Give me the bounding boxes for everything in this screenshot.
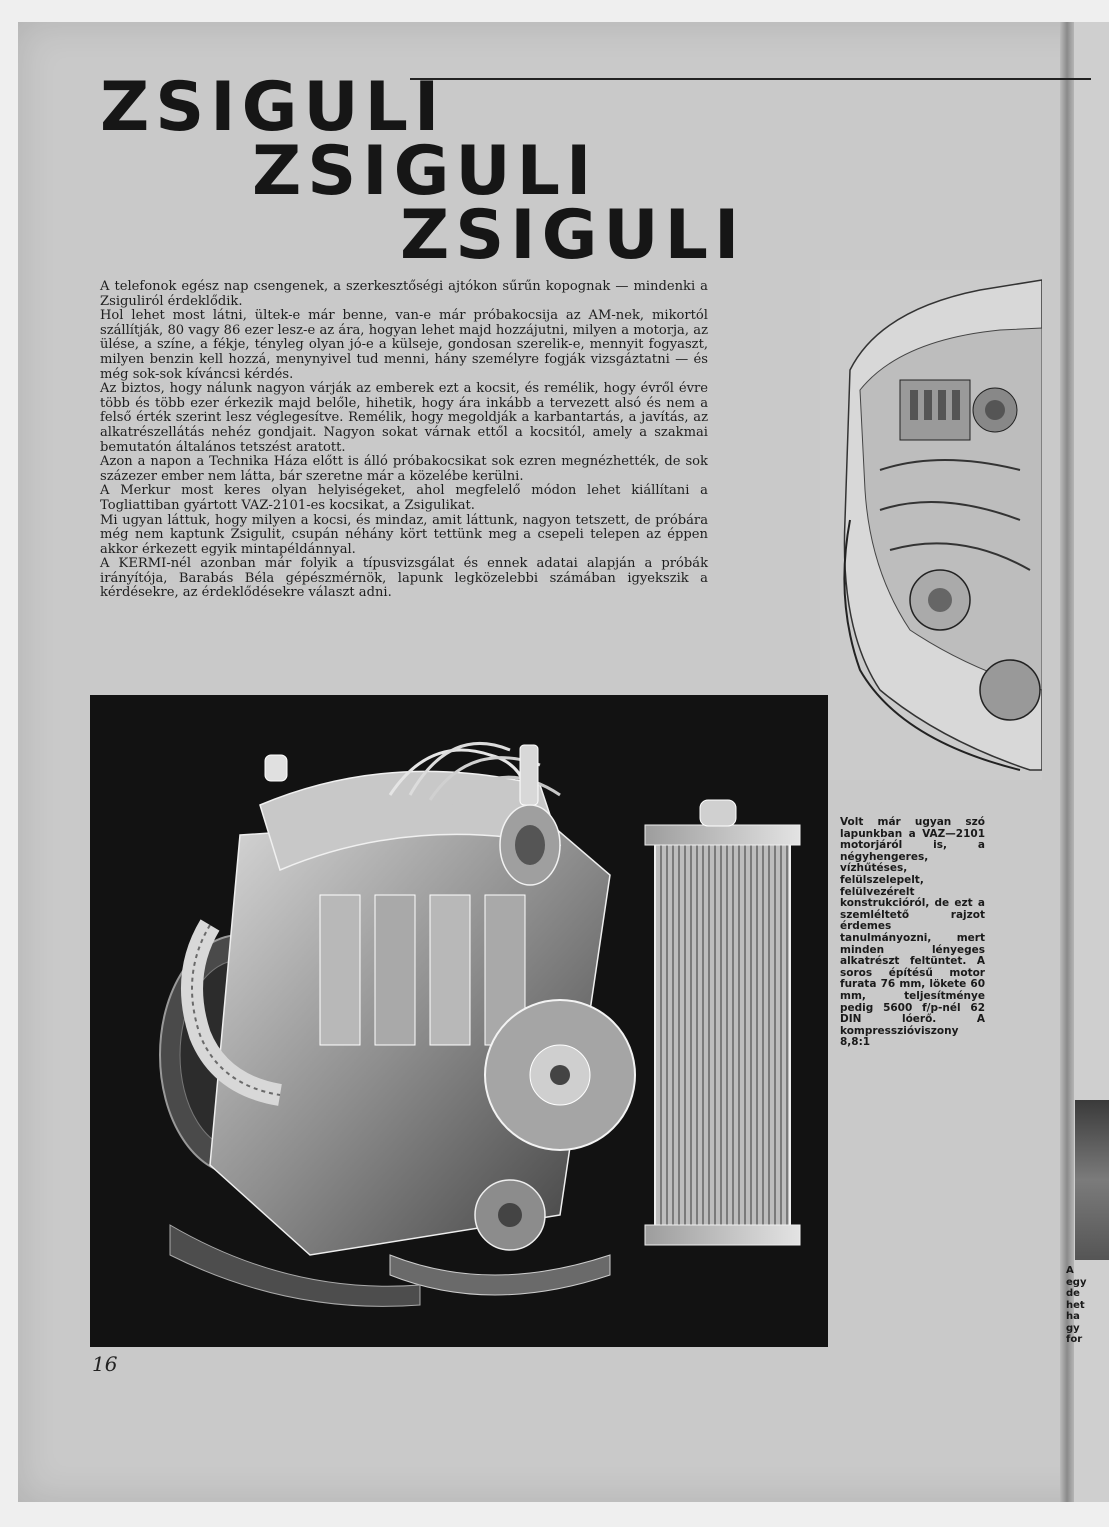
headline-line-3: ZSIGULI [400, 196, 746, 275]
adjacent-page-fragment: gy [1066, 1322, 1080, 1334]
intro-paragraph: A telefonok egész nap csengenek, a szerkesztőségi ajtókon sűrűn kopognak — mindenki a Zsiguliról érdeklődik. [100, 279, 708, 309]
illustration-caption: Volt már ugyan szó lapunkban a VAZ—2101 motorjáról is, a négyhengeres, vízhűtéses, felülszelepelt, felülvezérelt konstrukcióról, de ezt a szemléltető rajzot érdemes tanulmányozni, mert minden lényeges alkatrészt feltüntet. A soros építésű motor furata 76 mm, lökete 60 mm, teljesítménye pedig 5600 f/p-nél 62 DIN lóerő. A kompresszióviszony 8,8:1 [840, 816, 985, 1049]
adjacent-page-fragment: het [1066, 1299, 1085, 1311]
headline-line-2: ZSIGULI [252, 132, 598, 211]
adjacent-page-fragment: de [1066, 1288, 1080, 1299]
adjacent-page-fragment: for [1066, 1334, 1083, 1345]
intro-paragraph: Mi ugyan láttuk, hogy milyen a kocsi, és mindaz, amit láttunk, nagyon tetszett, de próbára még nem kaptunk Zsigulit, csupán néhány kört tettünk meg a csepeli telepen az éppen akkor érkezett egyik mintapéldánnyal. [100, 512, 708, 557]
headline-rule [410, 78, 1091, 80]
engine-illustration [90, 695, 828, 1347]
intro-article [100, 280, 708, 601]
intro-paragraph: Hol lehet most látni, ültek-e már benne, van-e már próbakocsija az AM-nek, mikortól szállítják, 80 vagy 86 ezer lesz-e az ára, hogyan lehet majd hozzájutni, milyen a motorja, az ülése, a színe, a fékje, tényleg olyan jó-e a külseje, gondosan szerelik-e, mennyit fogyaszt, milyen benzin kell hozzá, menynyivel tud menni, hány személyre fogják vizsgáztatni — és még sok-sok kíváncsi kérdés. [100, 308, 708, 382]
car-cutaway-illustration [820, 270, 1042, 780]
adjacent-page-text-fragment [1066, 1265, 1109, 1346]
intro-paragraph: A Merkur most keres olyan helyiségeket, ahol megfelelő módon lehet kiállítani a Togliattiban gyártott VAZ-2101-es kocsikat, a Zsigulikat. [100, 483, 708, 513]
headline-line-1: ZSIGULI [100, 68, 446, 147]
adjacent-page-fragment: egy [1066, 1276, 1087, 1288]
adjacent-page-photo [1075, 1100, 1109, 1260]
adjacent-page-fragment: A [1066, 1265, 1074, 1276]
intro-paragraph: Az biztos, hogy nálunk nagyon várják az emberek ezt a kocsit, és remélik, hogy évről évre több és több ezer érkezik majd belőle, hihetik, hogy ára inkább a tervezett alsó és nem a felső érték szerint lesz véglegesítve. Remélik, hogy megoldják a karbantartás, a javítás, az alkatrészellátás nehéz gondjait. Nagyon sokat várnak ettől a kocsitól, amely a szakmai bemutatón általános tetszést aratott. [100, 381, 708, 455]
page-number: 16 [92, 1352, 118, 1376]
intro-paragraph: A KERMI-nél azonban már folyik a típusvizsgálat és ennek adatai alapján a próbák irányítója, Barabás Béla gépészmérnök, lapunk legközelebbi számában igyekszik a kérdésekre, az érdeklődésekre választ adni. [100, 556, 708, 601]
adjacent-page-fragment: ha [1066, 1311, 1080, 1322]
intro-paragraph: Azon a napon a Technika Háza előtt is álló próbakocsikat sok ezren megnézhették, de sok százezer ember nem látta, bár szeretne már a közelébe kerülni. [100, 454, 708, 484]
